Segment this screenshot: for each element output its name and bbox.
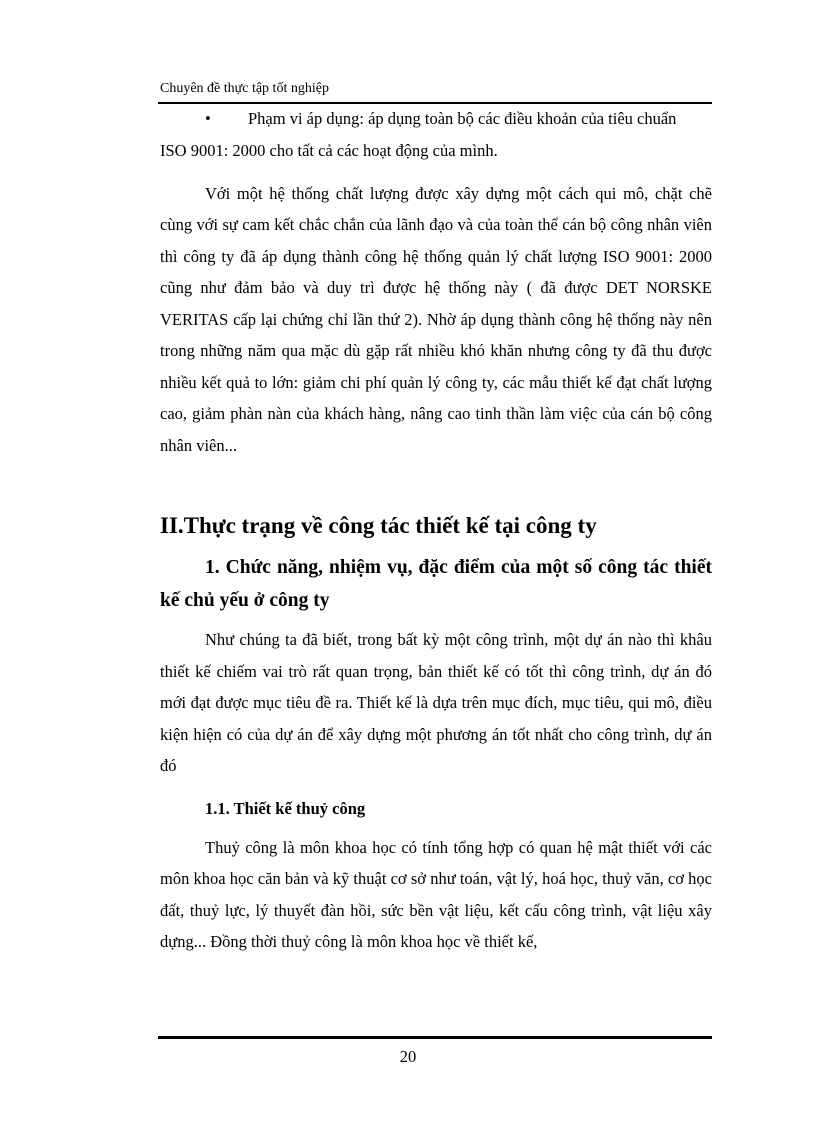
paragraph-design-role: Như chúng ta đã biết, trong bất kỳ một công trình, một dự án nào thì khâu thiết kế chiếm vai trò rất quan trọng, bản thiết kế có tốt thì công trình, dự án đó mới đạt được mục tiêu đề ra. Thiết kế là dựa trên mục đích, mục tiêu, qui mô, điều kiện hiện có của dự án để xây dựng một phương án tốt nhất cho công trình, dự án đó [160,630,712,775]
paragraph-quality-system: Với một hệ thống chất lượng được xây dựng một cách qui mô, chặt chẽ cùng với sự cam kết chắc chắn của lãnh đạo và của toàn thể cán bộ công nhân viên thì công ty đã áp dụng thành công hệ thống quản lý chất lượng ISO 9001: 2000 cũng như đảm bảo và duy trì được hệ thống này ( đã được DET NORSKE VERITAS cấp lại chứng chỉ lần thứ 2). Nhờ áp dụng thành công hệ thống này nên trong những năm qua mặc dù gặp rất nhiều khó khăn nhưng công ty đã thu được nhiều kết quả to lớn: giảm chi phí quản lý công ty, các mẫu thiết kế đạt chất lượng cao, giảm phàn nàn của khách hàng, nâng cao tinh thần làm việc của cán bộ công nhân viên... [160,183,712,455]
footer-divider [158,1036,712,1039]
bullet-text-line2: ISO 9001: 2000 cho tất cả các hoạt động của mình. [160,141,498,160]
page-number: 20 [399,1047,417,1066]
running-header: Chuyên đề thực tập tốt nghiệp [160,81,329,96]
paragraph-hydraulic-engineering: Thuỷ công là môn khoa học có tính tổng hợp có quan hệ mật thiết với các môn khoa học căn bản và kỹ thuật cơ sở như toán, vật lý, hoá học, thuỷ văn, cơ học đất, thuỷ lực, lý thuyết đàn hồi, sức bền vật liệu, kết cấu công trình, vật liệu xây dựng... Đồng thời thuỷ công là môn khoa học về thiết kế, [160,837,712,951]
bullet-text-line1: Phạm vi áp dụng: áp dụng toàn bộ các điều khoản của tiêu chuẩn [248,109,677,128]
subsection-heading: 1. Chức năng, nhiệm vụ, đặc điểm của một số công tác thiết kế chủ yếu ở công ty [160,557,712,611]
bullet-icon: • [205,109,211,128]
section-heading: II.Thực trạng về công tác thiết kế tại công ty [160,513,597,538]
bullet-item [160,102,712,135]
page-body [160,102,712,958]
subsubsection-heading: 1.1. Thiết kế thuỷ công [205,798,366,818]
